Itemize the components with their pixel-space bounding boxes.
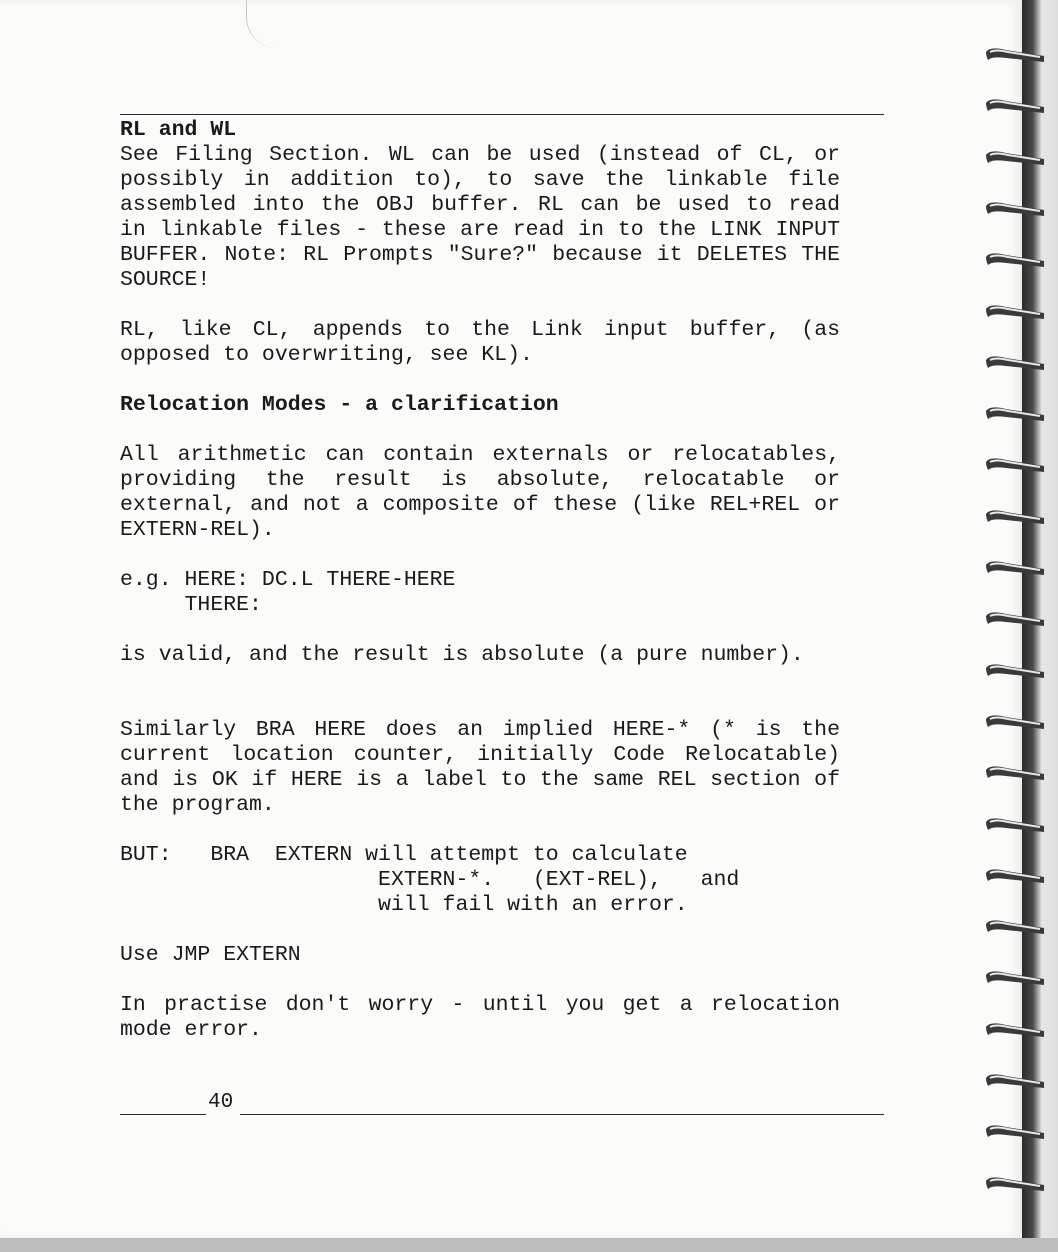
binding-coil xyxy=(984,711,1046,737)
paragraph-valid: is valid, and the result is absolute (a pure number). xyxy=(120,643,804,667)
binding-coil xyxy=(984,1070,1046,1096)
footer-rule-right xyxy=(240,1114,884,1115)
footer-rule-left xyxy=(120,1114,206,1115)
binding-coil xyxy=(984,44,1046,70)
binding-coil xyxy=(984,1173,1046,1199)
example-line-2: THERE: xyxy=(120,593,262,617)
binding-coil xyxy=(984,403,1046,429)
binding-coil xyxy=(984,916,1046,942)
binding-coil xyxy=(984,762,1046,788)
binding-coil xyxy=(984,506,1046,532)
but-line-2: EXTERN-*. (EXT-REL), and xyxy=(120,868,740,892)
binding-coil xyxy=(984,198,1046,224)
binding-coil xyxy=(984,454,1046,480)
binding-coil xyxy=(984,814,1046,840)
binding-coil xyxy=(984,352,1046,378)
binding-coil xyxy=(984,660,1046,686)
binding-coil xyxy=(984,249,1046,275)
binding-coil xyxy=(984,1121,1046,1147)
binding-coil xyxy=(984,301,1046,327)
bottom-shadow xyxy=(0,1238,1058,1252)
use-jmp-line: Use JMP EXTERN xyxy=(120,943,301,967)
example-line-1: e.g. HERE: DC.L THERE-HERE xyxy=(120,568,456,592)
heading-rl-wl: RL and WL xyxy=(120,118,237,142)
but-line-1: BUT: BRA EXTERN will attempt to calculate xyxy=(120,843,688,867)
binding-coil xyxy=(984,95,1046,121)
binding-coil xyxy=(984,865,1046,891)
but-line-3: will fail with an error. xyxy=(120,893,688,917)
paragraph-rl-like-cl: RL, like CL, appends to the Link input buffer, (as opposed to overwriting, see KL). xyxy=(120,318,840,367)
top-rule xyxy=(120,114,884,115)
page-number: 40 xyxy=(208,1091,234,1114)
paragraph-arithmetic: All arithmetic can contain externals or relocatables, providing the result is absolute, relocatable or external, and not a composite of these (like REL+REL or EXTERN-REL). xyxy=(120,443,840,542)
binding-coil xyxy=(984,1019,1046,1045)
heading-relocation-modes: Relocation Modes - a clarification xyxy=(120,393,559,417)
page-tab-curve xyxy=(246,0,277,48)
paragraph-practise: In practise don't worry - until you get a relocation mode error. xyxy=(120,993,840,1042)
paragraph-rl-wl: See Filing Section. WL can be used (instead of CL, or possibly in addition to), to save the linkable file assembled into the OBJ buffer. RL can be used to read in linkable files - these are read in to the LINK INPUT BUFFER. Note: RL Prompts "Sure?" because it DELETES THE SOURCE! xyxy=(120,143,840,292)
binding-coil xyxy=(984,608,1046,634)
binding-coil xyxy=(984,967,1046,993)
paragraph-similarly: Similarly BRA HERE does an implied HERE-* (* is the current location counter, initially Code Relocatable) and is OK if HERE is a label to the same REL section of the program. xyxy=(120,718,840,817)
binding-coil xyxy=(984,147,1046,173)
binding-coil xyxy=(984,557,1046,583)
